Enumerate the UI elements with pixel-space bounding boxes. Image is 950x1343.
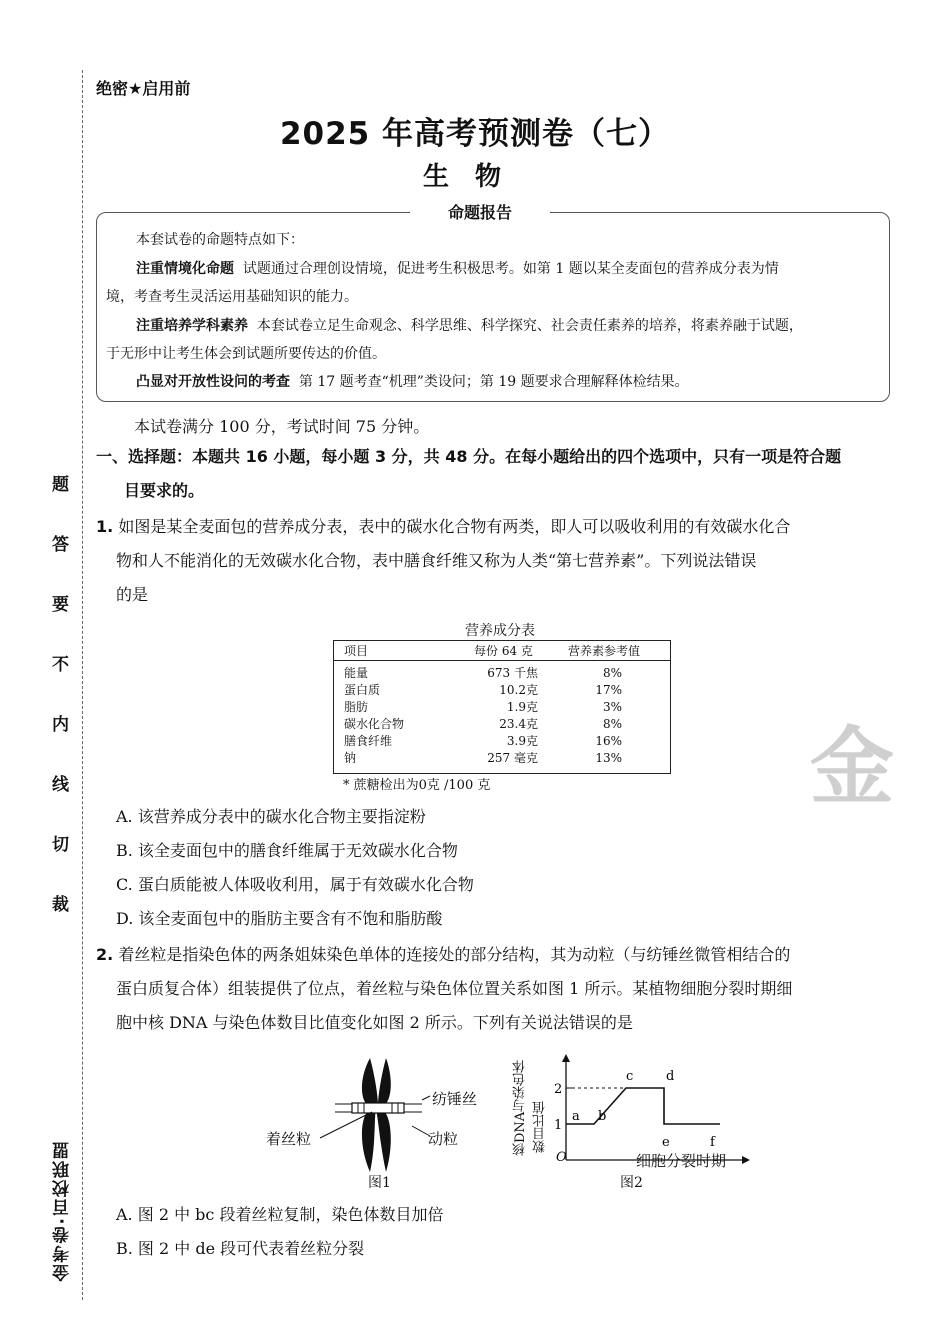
- point-label: f: [710, 1135, 715, 1150]
- chart-axes: [562, 1054, 750, 1164]
- question-stem: 如图是某全麦面包的营养成分表，表中的碳水化合物有两类，即人可以吸收利用的有效碳水化合: [118, 517, 791, 536]
- table-cell: 3%: [602, 700, 622, 714]
- table-cell: 257 毫克: [487, 751, 538, 765]
- margin-char: 不: [52, 655, 69, 675]
- margin-char: 切: [52, 835, 69, 855]
- chromosome-drawing: [320, 1058, 430, 1172]
- table-row: [334, 733, 670, 750]
- question-stem-cont: 物和人不能消化的无效碳水化合物，表中膳食纤维又称为人类“第七营养素”。下列说法错误: [116, 551, 757, 570]
- option-d: D. 该全麦面包中的脂肪主要含有不饱和脂肪酸: [116, 909, 443, 928]
- question-number: 1.: [96, 517, 114, 536]
- point-label: e: [662, 1135, 670, 1150]
- label-spindle: 纺锤丝: [432, 1090, 478, 1108]
- figure-2-ylabel-b: 数目比值: [533, 1101, 548, 1153]
- option-a: A. 图 2 中 bc 段着丝粒复制，染色体数目加倍: [116, 1205, 444, 1224]
- report-item-3: [136, 368, 689, 396]
- secret-label: 绝密★启用前: [96, 79, 191, 98]
- question-1: [96, 510, 790, 544]
- subject-title: 生物: [422, 162, 527, 192]
- table-header: 项目: [344, 644, 369, 658]
- table-cell: 8%: [602, 717, 622, 731]
- table-cell: 10.2克: [499, 683, 538, 697]
- point-label: b: [598, 1109, 607, 1124]
- question-stem-cont: 的是: [116, 585, 149, 604]
- margin-char: 内: [52, 715, 69, 735]
- point-label: c: [626, 1069, 634, 1084]
- label-kinetochore: 动粒: [428, 1130, 459, 1148]
- figure-1-caption: 图1: [368, 1175, 391, 1191]
- table-header: 营养素参考值: [568, 644, 641, 658]
- table-cell: 1.9克: [506, 700, 538, 714]
- table-cell: 脂肪: [344, 700, 369, 714]
- cut-line: [82, 70, 83, 1300]
- table-cell: 碳水化合物: [344, 717, 405, 731]
- margin-char: 裁: [52, 895, 69, 915]
- report-item-text: 本套试卷立足生命观念、科学思维、科学探究、社会责任素养的培养，将素养融于试题，: [256, 318, 803, 334]
- report-item-1: [136, 255, 779, 283]
- option-b: B. 该全麦面包中的膳食纤维属于无效碳水化合物: [116, 841, 458, 860]
- watermark: 金: [810, 717, 895, 816]
- option-c: C. 蛋白质能被人体吸收利用，属于有效碳水化合物: [116, 875, 474, 894]
- label-centromere: 着丝粒: [266, 1130, 312, 1148]
- table-cell: 673 千焦: [487, 666, 538, 680]
- chart-ticks: [554, 1082, 626, 1133]
- exam-info: 本试卷满分 100 分，考试时间 75 分钟。: [134, 417, 430, 436]
- margin-char: 答: [52, 535, 69, 555]
- report-title: 命题报告: [410, 200, 550, 223]
- report-item-label: 注重培养学科素养: [136, 318, 248, 334]
- table-row: [334, 716, 670, 733]
- table-cell: 16%: [595, 734, 622, 748]
- table-cell: 13%: [595, 751, 622, 765]
- chart-xlabel: 细胞分裂时期: [636, 1152, 727, 1170]
- report-item-label: 凸显对开放性设问的考查: [136, 374, 290, 390]
- nutrition-table-title: 营养成分表: [465, 623, 535, 639]
- report-item-2-cont: 于无形中让考生体会到试题所要传达的价值。: [106, 346, 386, 362]
- table-header-row: [334, 643, 670, 661]
- chart-origin: O: [556, 1150, 567, 1165]
- question-stem: 着丝粒是指染色体的两条姐妹染色单体的连接处的部分结构，其为动粒（与纺锤丝微管相结合的: [118, 945, 791, 964]
- table-cell: 能量: [344, 666, 369, 680]
- table-row: [334, 682, 670, 699]
- margin-char: 线: [52, 775, 69, 795]
- publisher-mark: 金考卷·百校联盟: [53, 1140, 73, 1282]
- question-stem-cont: 蛋白质复合体）组装提供了位点，着丝粒与染色体位置关系如图 1 所示。某植物细胞分裂时期细: [116, 979, 793, 998]
- table-cell: 钠: [344, 751, 357, 765]
- table-cell: 膳食纤维: [344, 734, 393, 748]
- point-label: d: [666, 1069, 675, 1084]
- table-row: [334, 699, 670, 716]
- point-label: a: [572, 1109, 580, 1124]
- margin-char: 题: [52, 475, 69, 495]
- table-row: [334, 665, 670, 682]
- report-item-label: 注重情境化命题: [136, 261, 234, 277]
- table-note: * 蔗糖检出为0克 /100 克: [343, 778, 491, 793]
- page-title: 2025 年高考预测卷（七）: [279, 116, 671, 152]
- table-cell: 8%: [602, 666, 622, 680]
- report-item-text: 试题通过合理创设情境，促进考生积极思考。如第 1 题以某全麦面包的营养成分表为情: [242, 261, 779, 277]
- margin-char: 要: [52, 595, 69, 615]
- question-2: [96, 938, 790, 972]
- y-tick-label: 2: [554, 1082, 563, 1097]
- section-heading: 一、选择题：本题共 16 小题，每小题 3 分，共 48 分。在每小题给出的四个选项中，只有一项是符合题: [96, 447, 842, 466]
- figure-2-ylabel-a: 核DNA与染色体: [513, 1059, 528, 1157]
- table-row: [334, 750, 670, 767]
- nutrition-table: [333, 640, 671, 774]
- table-cell: 23.4克: [499, 717, 538, 731]
- table-cell: 17%: [595, 683, 622, 697]
- chart-line: [566, 1088, 720, 1124]
- option-b: B. 图 2 中 de 段可代表着丝粒分裂: [116, 1239, 365, 1258]
- section-heading-cont: 目要求的。: [124, 481, 205, 500]
- table-header: 每份 64 克: [474, 644, 533, 658]
- figure-2-caption: 图2: [620, 1175, 643, 1191]
- series-line: [566, 1088, 720, 1124]
- y-tick-label: 1: [554, 1118, 563, 1133]
- option-a: A. 该营养成分表中的碳水化合物主要指淀粉: [116, 807, 426, 826]
- question-stem-cont: 胞中核 DNA 与染色体数目比值变化如图 2 所示。下列有关说法错误的是: [116, 1013, 633, 1032]
- report-intro: 本套试卷的命题特点如下：: [136, 232, 304, 248]
- chart-point-labels: [572, 1069, 716, 1150]
- report-item-2: [136, 312, 803, 340]
- table-cell: 蛋白质: [344, 683, 381, 697]
- table-cell: 3.9克: [506, 734, 538, 748]
- report-item-text: 第 17 题考查“机理”类设问；第 19 题要求合理解释体检结果。: [298, 374, 689, 390]
- report-item-1-cont: 境，考查考生灵活运用基础知识的能力。: [106, 289, 358, 305]
- question-number: 2.: [96, 945, 114, 964]
